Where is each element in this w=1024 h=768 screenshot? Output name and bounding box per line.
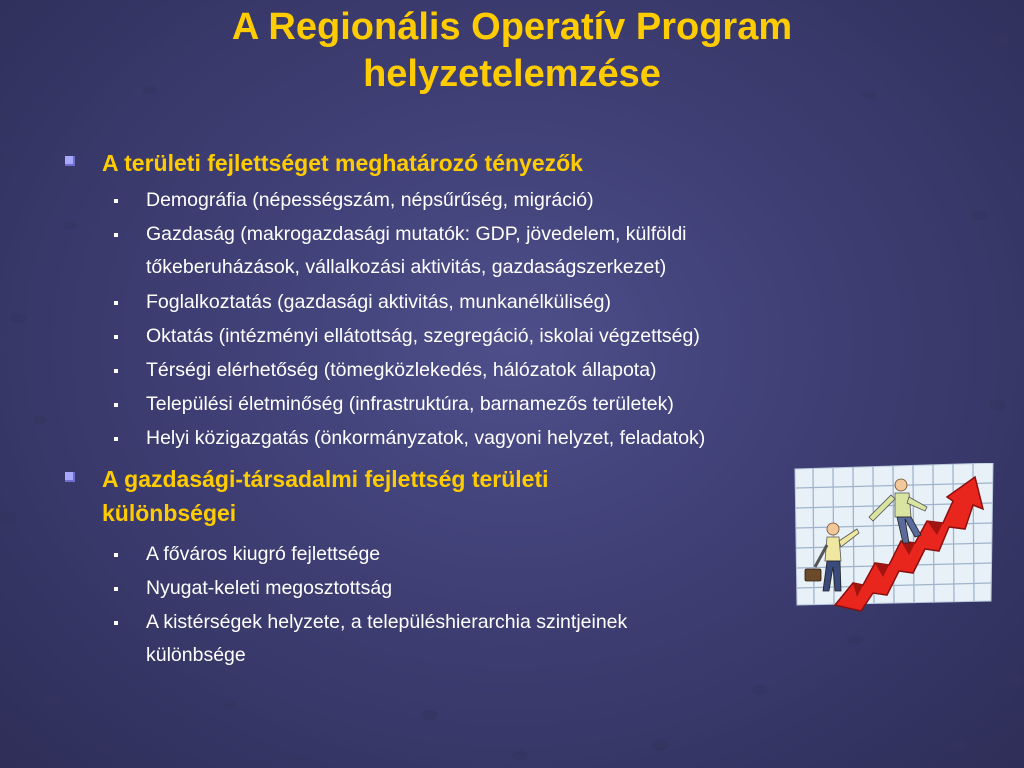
- list-item: Térségi elérhetőség (tömegközlekedés, hálózatok állapota): [146, 354, 657, 387]
- list-item: Oktatás (intézményi ellátottság, szegregáció, iskolai végzettség): [146, 320, 700, 353]
- list-item: A főváros kiugró fejlettsége: [146, 538, 380, 571]
- list-item: Demográfia (népességszám, népsűrűség, migráció): [146, 184, 594, 217]
- square-bullet-icon: [65, 472, 75, 482]
- list-item: Gazdaság (makrogazdasági mutatók: GDP, jövedelem, külföldi tőkeberuházások, vállalkozási aktivitás, gazdaságszerkezet): [146, 218, 687, 284]
- small-square-bullet-icon: [114, 199, 118, 203]
- list-item: Helyi közigazgatás (önkormányzatok, vagyoni helyzet, feladatok): [146, 422, 705, 455]
- small-square-bullet-icon: [114, 301, 118, 305]
- small-square-bullet-icon: [114, 437, 118, 441]
- square-bullet-icon: [65, 156, 75, 166]
- slide-title-line-2: helyzetelemzése: [363, 53, 661, 95]
- small-square-bullet-icon: [114, 621, 118, 625]
- slide-title-line-1: A Regionális Operatív Program: [231, 6, 793, 48]
- small-square-bullet-icon: [114, 335, 118, 339]
- list-item: Nyugat-keleti megosztottság: [146, 572, 392, 605]
- small-square-bullet-icon: [114, 369, 118, 373]
- list-item: A kistérségek helyzete, a településhierarchia szintjeinek különbsége: [146, 606, 627, 672]
- small-square-bullet-icon: [114, 553, 118, 557]
- section-1-heading: A területi fejlettséget meghatározó tényezők: [102, 146, 583, 180]
- small-square-bullet-icon: [114, 233, 118, 237]
- list-item: Települési életminőség (infrastruktúra, barnamezős területek): [146, 388, 674, 421]
- small-square-bullet-icon: [114, 587, 118, 591]
- list-item: Foglalkoztatás (gazdasági aktivitás, munkanélküliség): [146, 286, 611, 319]
- small-square-bullet-icon: [114, 403, 118, 407]
- section-2-heading: A gazdasági-társadalmi fejlettség területi különbségei: [102, 462, 549, 530]
- businessmen-climbing-rising-arrow-icon: [793, 463, 998, 613]
